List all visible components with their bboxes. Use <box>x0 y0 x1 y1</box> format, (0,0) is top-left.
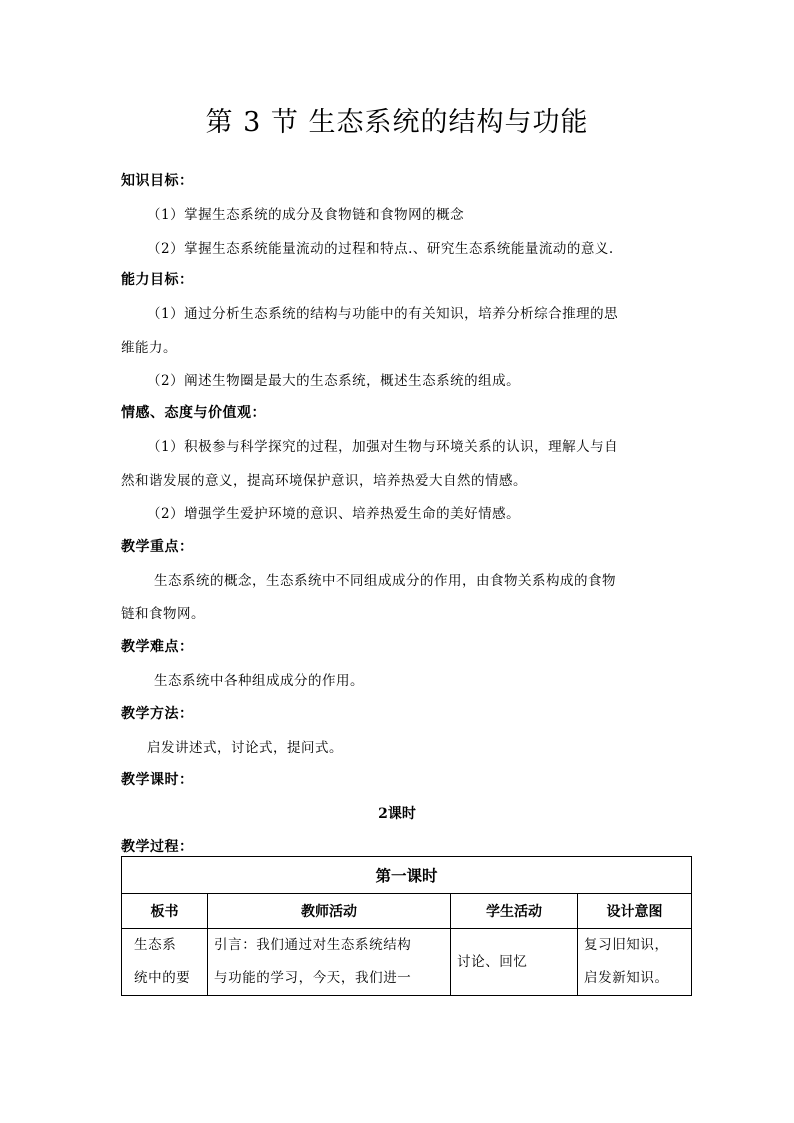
cell-board-line-1: 生态系 <box>134 937 177 953</box>
cell-intent-line-2: 启发新知识。 <box>584 970 669 986</box>
emotion-item-2: （2）增强学生爱护环境的意识、培养热爱生命的美好情感。 <box>147 506 521 522</box>
hours-value: 2课时 <box>378 806 416 822</box>
cell-teacher-line-1: 引言：我们通过对生态系统结构 <box>214 937 412 953</box>
page-title: 第 3 节 生态系统的结构与功能 <box>205 107 589 138</box>
knowledge-heading: 知识目标： <box>121 173 194 189</box>
column-header-student: 学生活动 <box>451 894 578 929</box>
method-heading: 教学方法： <box>121 706 194 722</box>
ability-item-2: （2）阐述生物圈是最大的生态系统，概述生态系统的组成。 <box>147 373 521 389</box>
table-row <box>122 929 692 996</box>
key-points-heading: 教学重点： <box>121 539 194 555</box>
cell-intent-line-1: 复习旧知识， <box>584 937 669 953</box>
cell-student <box>451 929 578 996</box>
difficulty-heading: 教学难点： <box>121 639 194 655</box>
cell-board <box>122 929 208 996</box>
difficulty-line-1: 生态系统中各种组成成分的作用。 <box>154 673 364 689</box>
method-line-1: 启发讲述式，讨论式，提问式。 <box>147 740 343 756</box>
emotion-heading: 情感、态度与价值观： <box>121 405 266 421</box>
knowledge-item-2: （2）掌握生态系统能量流动的过程和特点.、研究生态系统能量流动的意义. <box>147 241 614 257</box>
cell-board-line-2: 统中的要 <box>134 970 191 986</box>
ability-item-1-line-1: （1）通过分析生态系统的结构与功能中的有关知识，培养分析综合推理的思 <box>147 306 619 322</box>
column-header-board: 板书 <box>122 894 208 929</box>
cell-teacher <box>208 929 451 996</box>
knowledge-item-1: （1）掌握生态系统的成分及食物链和食物网的概念 <box>147 207 465 223</box>
hours-heading: 教学课时： <box>121 772 194 788</box>
ability-heading: 能力目标： <box>121 272 194 288</box>
column-header-intent: 设计意图 <box>578 894 692 929</box>
lesson-table <box>121 856 692 996</box>
emotion-item-1-line-2: 然和谐发展的意义，提高环境保护意识，培养热爱大自然的情感。 <box>121 473 527 489</box>
ability-item-1-line-2: 维能力。 <box>121 340 177 356</box>
cell-intent <box>578 929 692 996</box>
key-points-line-2: 链和食物网。 <box>121 606 205 622</box>
cell-teacher-line-2: 与功能的学习，今天，我们进一 <box>214 970 412 986</box>
table-title: 第一课时 <box>122 857 692 894</box>
process-heading: 教学过程： <box>121 839 194 855</box>
key-points-line-1: 生态系统的概念，生态系统中不同组成成分的作用，由食物关系构成的食物 <box>154 573 616 589</box>
emotion-item-1-line-1: （1）积极参与科学探究的过程，加强对生物与环境关系的认识，理解人与自 <box>147 439 619 455</box>
column-header-teacher: 教师活动 <box>208 894 451 929</box>
cell-student-text: 讨论、回忆 <box>457 954 528 970</box>
